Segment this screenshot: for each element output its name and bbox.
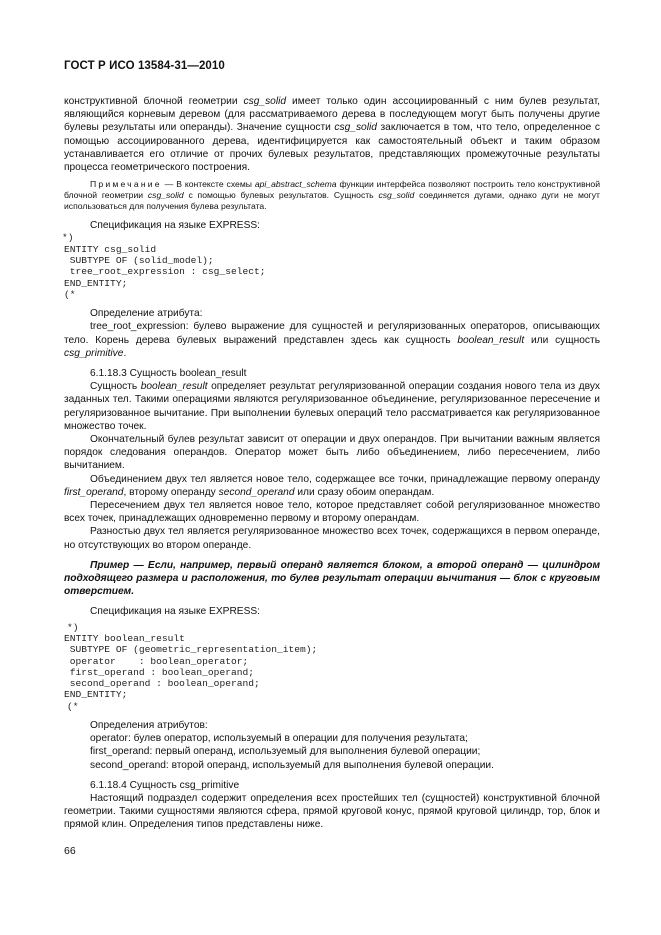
code-line: SUBTYPE OF (solid_model); xyxy=(64,255,214,267)
document-header: ГОСТ Р ИСО 13584-31—2010 xyxy=(64,60,225,72)
note-api-abstract-schema: Примечание — В контексте схемы api_abstract_schema функции интерфейса позволяют построить тело конструктивной блочной геометрии csg_solid с помощью булевых результатов. Сущность csg_solid соединяется дугами, однако дуги не могут использоваться для получения булева результата. xyxy=(64,179,600,212)
paragraph-csg-solid-intro: конструктивной блочной геометрии csg_solid имеет только один ассоциированный с ним булев результат, являющийся корневым деревом (для рассматриваемого дерева в последующем могут быть получены другие булевы результаты или операнды). Значение сущности csg_solid заключается в том, что тело, определенное с помощью ассоциированного дерева, идентифицируется как самостоятельный объект и таким образом устанавливается его отличие от прочих булевых результатов, представляющих промежуточные результаты процесса геометрического построения. xyxy=(64,96,601,174)
attribute-definition-item: operator: булев оператор, используемый в операции для получения результата; xyxy=(90,733,468,745)
section-heading-csg-primitive: 6.1.18.4 Сущность csg_primitive xyxy=(90,779,240,791)
paragraph-csg-primitive: Настоящий подраздел содержит определения всех простейших тел (сущностей) конструктивной блочной геометрии. Такими сущностями являются сфера, прямой круговой конус, прямой круговой цилиндр, тор, блок и прямой клин. Определения типов представлены ниже. xyxy=(64,793,600,831)
code-line: (* xyxy=(64,288,76,300)
code-line: (* xyxy=(67,700,79,712)
code-line: operator : boolean_operator; xyxy=(64,655,249,667)
attribute-definition-text: tree_root_expression: булево выражение для сущностей и регуляризованных операторов, описывающих тело. Корень дерева булевых выражений представлен здесь как сущность boolean_result или сущность csg_primitive. xyxy=(64,321,600,359)
page-content xyxy=(64,95,600,832)
paragraph-operand-order: Окончательный булев результат зависит от операции и двух операндов. При вычитании важным является порядок следования операндов. Оператор может быть либо объединением, либо пересечением, либо вычитанием. xyxy=(64,434,600,472)
paragraph-difference: Разностью двух тел является регуляризованное множество всех точек, содержащихся в первом операнде, но отсутствующих во втором операнде. xyxy=(64,526,600,551)
example-paragraph: Пример — Если, например, первый операнд является блоком, а второй операнд — цилиндром подходящего размера и расположения, то булев результат операции вычитания — блок с круговым отверстием. xyxy=(64,559,600,598)
express-spec-label-2: Спецификация на языке EXPRESS: xyxy=(90,606,261,618)
code-line: second_operand : boolean_operand; xyxy=(64,678,260,690)
code-line: ENTITY csg_solid xyxy=(64,243,157,255)
code-line: *) xyxy=(67,621,79,633)
code-line: first_operand : boolean_operand; xyxy=(64,666,254,678)
paragraph-union: Объединением двух тел является новое тело, содержащее все точки, принадлежащие первому операнду first_operand, второму операнду second_operand или сразу обоим операндам. xyxy=(64,473,600,498)
attribute-definition-item: second_operand: второй операнд, используемый для выполнения булевой операции. xyxy=(90,759,494,771)
code-line: *) xyxy=(62,232,74,244)
page-number: 66 xyxy=(64,845,76,857)
express-code-block-boolean-result xyxy=(64,622,600,712)
express-spec-label-1: Спецификация на языке EXPRESS: xyxy=(90,220,261,232)
attribute-definition-item: first_operand: первый операнд, используемый для выполнения булевой операции; xyxy=(90,746,481,758)
attributes-definitions-title: Определения атрибутов: xyxy=(90,720,208,732)
attribute-definition-title: Определение атрибута: xyxy=(90,308,203,320)
code-line: SUBTYPE OF (geometric_representation_item); xyxy=(64,644,318,656)
paragraph-boolean-result-def: Сущность boolean_result определяет результат регуляризованной операции создания нового тела из двух заданных тел. Такими операциями являются регуляризованное объединение, регуляризованное пересечение и регуляризованное вычитание. При выполнении булевых операций тело рассматривается как регуляризованное множество точек. xyxy=(64,381,601,432)
code-line: ENTITY boolean_result xyxy=(64,632,185,644)
note-label: Примечание xyxy=(90,179,162,190)
express-code-block-csg-solid xyxy=(64,232,600,300)
section-heading-boolean-result: 6.1.18.3 Сущность boolean_result xyxy=(90,368,247,380)
code-line: END_ENTITY; xyxy=(64,689,128,701)
paragraph-intersection: Пересечением двух тел является новое тело, которое представляет собой регуляризованное множество всех точек, принадлежащих одновременно первому и второму операндам. xyxy=(64,500,600,525)
code-line: END_ENTITY; xyxy=(64,277,128,289)
code-line: tree_root_expression : csg_select; xyxy=(64,266,266,278)
